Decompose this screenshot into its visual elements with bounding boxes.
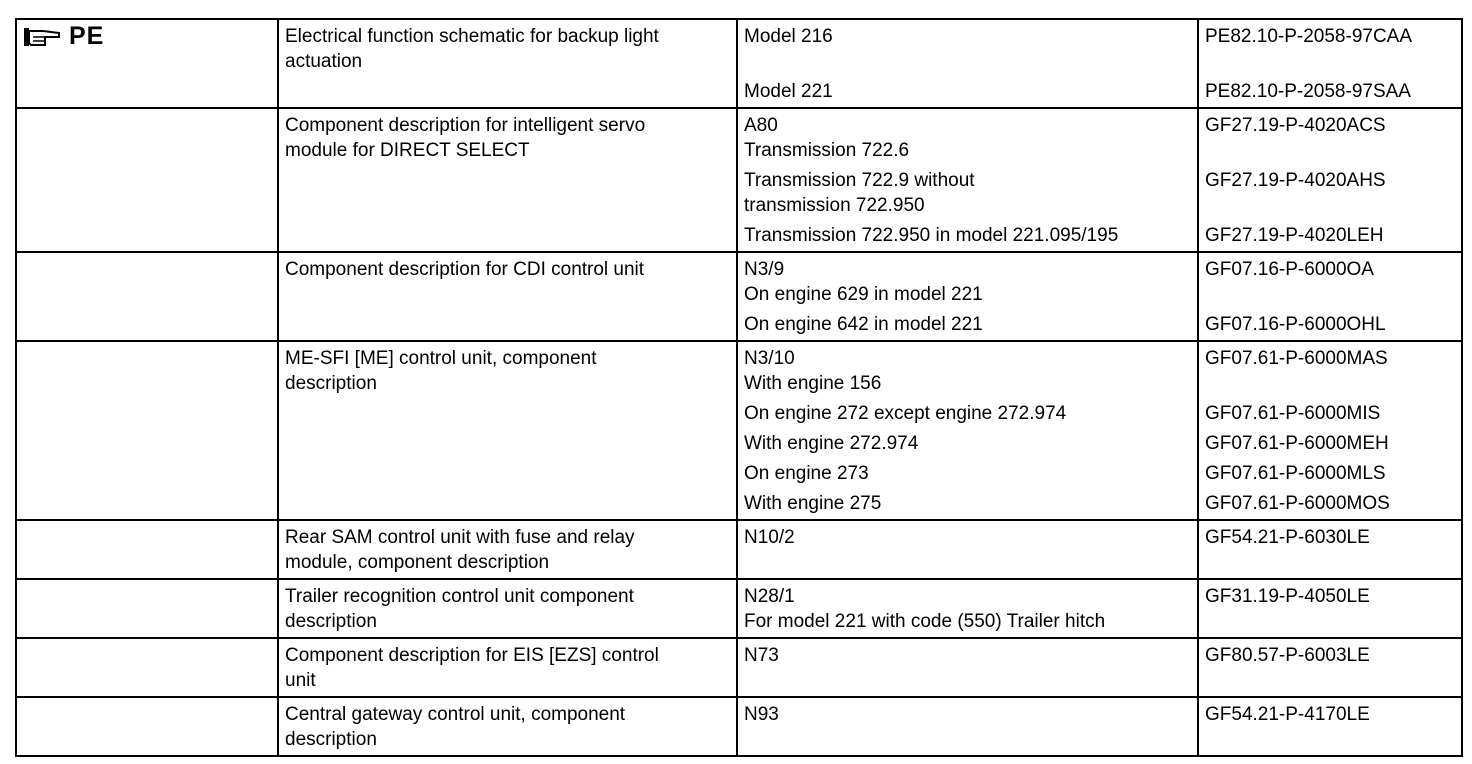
description-text: Component description for intelligent servo	[285, 115, 646, 136]
scope-cell	[737, 697, 1198, 756]
scope-text: On engine 273	[744, 463, 869, 484]
description-text: Component description for EIS [EZS] control	[285, 645, 659, 666]
description-cell	[278, 638, 737, 697]
description-text: Central gateway control unit, component	[285, 704, 626, 725]
description-text: description	[285, 729, 377, 750]
document-number: GF80.57-P-6003LE	[1205, 645, 1370, 666]
description-cell	[278, 520, 737, 579]
description-text: Rear SAM control unit with fuse and relay	[285, 527, 635, 548]
scope-text: N73	[744, 645, 779, 666]
description-cell	[278, 341, 737, 520]
scope-text: Transmission 722.6	[744, 140, 910, 161]
document-number: PE82.10-P-2058-97SAA	[1205, 81, 1411, 102]
description-text: Component description for CDI control unit	[285, 259, 645, 280]
document-number: GF27.19-P-4020AHS	[1205, 170, 1386, 191]
scope-text: On engine 272 except engine 272.974	[744, 403, 1067, 424]
document-number: GF54.21-P-4170LE	[1205, 704, 1370, 725]
scope-text: N93	[744, 704, 779, 725]
table-row	[16, 579, 1462, 638]
document-number: GF27.19-P-4020LEH	[1205, 225, 1384, 246]
table-row	[16, 697, 1462, 756]
reference-document	[15, 18, 1457, 757]
pe-marker	[23, 24, 271, 49]
document-cell	[1198, 520, 1462, 579]
description-cell	[278, 19, 737, 108]
document-number: GF07.61-P-6000MAS	[1205, 348, 1388, 369]
document-number: GF07.61-P-6000MIS	[1205, 403, 1381, 424]
marker-cell	[16, 19, 278, 108]
scope-cell	[737, 638, 1198, 697]
document-number: GF07.16-P-6000OA	[1205, 259, 1374, 280]
document-cell	[1198, 252, 1462, 341]
scope-text: A80	[744, 115, 778, 136]
description-cell	[278, 697, 737, 756]
document-number: GF54.21-P-6030LE	[1205, 527, 1370, 548]
description-cell	[278, 252, 737, 341]
document-number: GF07.61-P-6000MEH	[1205, 433, 1389, 454]
scope-text: For model 221 with code (550) Trailer hitch	[744, 611, 1106, 632]
scope-cell	[737, 252, 1198, 341]
document-cell	[1198, 579, 1462, 638]
scope-text: On engine 642 in model 221	[744, 314, 983, 335]
document-number: GF31.19-P-4050LE	[1205, 586, 1370, 607]
scope-cell	[737, 19, 1198, 108]
scope-text: N10/2	[744, 527, 795, 548]
scope-text: With engine 156	[744, 373, 882, 394]
document-number: GF07.16-P-6000OHL	[1205, 314, 1386, 335]
scope-text: N28/1	[744, 586, 795, 607]
description-text: Trailer recognition control unit component	[285, 586, 634, 607]
table-row	[16, 19, 1462, 108]
table-row	[16, 520, 1462, 579]
document-cell	[1198, 108, 1462, 252]
description-cell	[278, 579, 737, 638]
document-number: GF07.61-P-6000MLS	[1205, 463, 1386, 484]
table-row	[16, 341, 1462, 520]
description-text: description	[285, 373, 377, 394]
description-text: unit	[285, 670, 316, 691]
scope-cell	[737, 341, 1198, 520]
document-cell	[1198, 19, 1462, 108]
scope-text: N3/10	[744, 348, 795, 369]
document-cell	[1198, 697, 1462, 756]
table-row	[16, 252, 1462, 341]
scope-text: Transmission 722.950 in model 221.095/195	[744, 225, 1119, 246]
scope-cell	[737, 520, 1198, 579]
scope-text: With engine 275	[744, 493, 882, 514]
table-row	[16, 108, 1462, 252]
document-cell	[1198, 638, 1462, 697]
document-number: PE82.10-P-2058-97CAA	[1205, 26, 1413, 47]
document-number: GF07.61-P-6000MOS	[1205, 493, 1390, 514]
pe-label: PE	[69, 22, 105, 50]
reference-table	[15, 18, 1463, 757]
scope-text: With engine 272.974	[744, 433, 919, 454]
scope-text: N3/9	[744, 259, 785, 280]
scope-text: transmission 722.950	[744, 195, 925, 216]
scope-text: On engine 629 in model 221	[744, 284, 983, 305]
document-cell	[1198, 341, 1462, 520]
description-text: ME-SFI [ME] control unit, component	[285, 348, 597, 369]
description-text: description	[285, 611, 377, 632]
document-number: GF27.19-P-4020ACS	[1205, 115, 1386, 136]
scope-text: Transmission 722.9 without	[744, 170, 975, 191]
pointing-hand-icon	[23, 26, 63, 48]
table-row	[16, 638, 1462, 697]
scope-cell	[737, 108, 1198, 252]
scope-cell	[737, 579, 1198, 638]
description-text: module for DIRECT SELECT	[285, 140, 530, 161]
description-text: actuation	[285, 51, 363, 72]
scope-text: Model 221	[744, 81, 833, 102]
description-cell	[278, 108, 737, 252]
description-text: module, component description	[285, 552, 550, 573]
scope-text: Model 216	[744, 26, 833, 47]
description-text: Electrical function schematic for backup light	[285, 26, 659, 47]
